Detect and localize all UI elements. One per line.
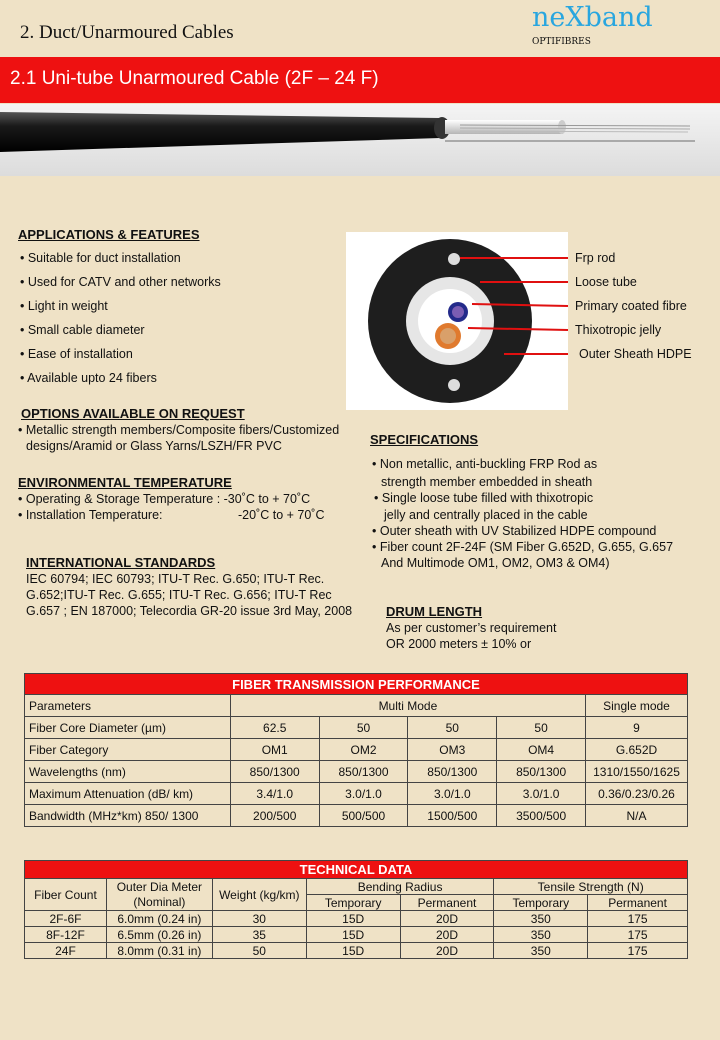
table-cell: 30 [212,911,306,927]
table-cell: 20D [400,927,494,943]
standards-line: G.652;ITU-T Rec. G.655; ITU-T Rec. G.656; ITU-T Rec [26,588,332,602]
cable-photo [0,104,720,176]
list-item: • Used for CATV and other networks [20,275,221,289]
list-item: • Light in weight [20,299,108,313]
tensile-temporary-header: Temporary [494,895,588,911]
section-title-band [0,57,720,103]
applications-title: APPLICATIONS & FEATURES [18,227,200,242]
label-primary-coated-fibre: Primary coated fibre [575,299,687,313]
applications-list [20,246,221,390]
table-cell: 0.36/0.23/0.26 [586,783,688,805]
tensile-permanent-header: Permanent [588,895,688,911]
transmission-table-title: FIBER TRANSMISSION PERFORMANCE [25,674,688,695]
row-label: Wavelengths (nm) [25,761,231,783]
brand-subtitle: OPTIFIBRES [532,37,591,47]
outer-diameter-header-line-1: Outer Dia Meter [116,879,203,894]
table-cell: 3500/500 [497,805,586,827]
label-loose-tube: Loose tube [575,275,637,289]
table-cell: 850/1300 [408,761,497,783]
row-label: Maximum Attenuation (dB/ km) [25,783,231,805]
table-row [25,805,688,827]
drum-length-line-2: OR 2000 meters ± 10% or [386,637,532,651]
label-frp-rod: Frp rod [575,251,616,265]
table-cell: 50 [497,717,586,739]
technical-data-table [24,860,688,959]
table-cell: 200/500 [230,805,319,827]
table-row [25,761,688,783]
list-item: • Small cable diameter [20,323,145,337]
drum-length-title: DRUM LENGTH [386,604,483,619]
environment-title: ENVIRONMENTAL TEMPERATURE [18,475,232,490]
transmission-table [24,673,688,827]
table-cell: 3.0/1.0 [408,783,497,805]
table-cell: 24F [25,943,107,959]
table-cell: 2F-6F [25,911,107,927]
table-row [25,943,688,959]
table-cell: 8F-12F [25,927,107,943]
table-cell: 350 [494,943,588,959]
table-cell: 175 [588,911,688,927]
table-cell: 50 [319,717,408,739]
table-cell: OM4 [497,739,586,761]
table-cell: 8.0mm (0.31 in) [106,943,212,959]
options-line-1: • Metallic strength members/Composite fibers/Customized [18,423,340,437]
diagram-leader-lines [420,250,580,362]
table-row [25,739,688,761]
outer-diameter-header-line-2: (Nominal) [133,894,186,909]
table-cell: N/A [586,805,688,827]
spec-line: jelly and centrally placed in the cable [384,508,588,522]
spec-line: And Multimode OM1, OM2, OM3 & OM4) [381,556,610,570]
table-cell: 15D [306,927,400,943]
cable-illustration [0,104,720,176]
row-label: Fiber Category [25,739,231,761]
page-heading: 2. Duct/Unarmoured Cables [20,22,234,43]
table-cell: 850/1300 [319,761,408,783]
weight-header: Weight (kg/km) [212,879,306,911]
table-cell: 50 [408,717,497,739]
table-cell: 50 [212,943,306,959]
installation-temperature-value: -20˚C to + 70˚C [238,508,325,522]
table-cell: 3.4/1.0 [230,783,319,805]
fiber-count-header: Fiber Count [25,879,107,911]
technical-table-title: TECHNICAL DATA [25,861,688,879]
table-cell: 15D [306,943,400,959]
table-cell: 175 [588,927,688,943]
bending-radius-header: Bending Radius [306,879,494,895]
table-cell: 3.0/1.0 [497,783,586,805]
table-cell: OM3 [408,739,497,761]
multi-mode-header: Multi Mode [230,695,585,717]
bending-temporary-header: Temporary [306,895,400,911]
table-cell: 6.5mm (0.26 in) [106,927,212,943]
spec-line: strength member embedded in sheath [381,475,593,489]
spec-line: • Single loose tube filled with thixotropic [374,491,594,505]
table-row [25,927,688,943]
table-cell: 350 [494,927,588,943]
standards-title: INTERNATIONAL STANDARDS [26,555,216,570]
table-cell: 15D [306,911,400,927]
table-cell: 20D [400,943,494,959]
row-label: Bandwidth (MHz*km) 850/ 1300 [25,805,231,827]
table-row [25,911,688,927]
spec-line: • Outer sheath with UV Stabilized HDPE compound [372,524,657,538]
list-item: • Available upto 24 fibers [20,371,157,385]
table-cell: OM2 [319,739,408,761]
installation-temperature-label: • Installation Temperature: [18,508,163,522]
table-cell: 350 [494,911,588,927]
table-cell: 1500/500 [408,805,497,827]
options-title: OPTIONS AVAILABLE ON REQUEST [21,406,245,421]
tensile-strength-header: Tensile Strength (N) [494,879,688,895]
table-cell: 9 [586,717,688,739]
table-row [25,783,688,805]
drum-length-line-1: As per customer’s requirement [386,621,557,635]
single-mode-header: Single mode [586,695,688,717]
standards-line: IEC 60794; IEC 60793; ITU-T Rec. G.650; ITU-T Rec. [26,572,325,586]
table-row [25,717,688,739]
table-cell: 175 [588,943,688,959]
table-cell: 6.0mm (0.24 in) [106,911,212,927]
table-cell: 3.0/1.0 [319,783,408,805]
table-cell: 1310/1550/1625 [586,761,688,783]
label-thixotropic-jelly: Thixotropic jelly [575,323,662,337]
outer-diameter-header [106,879,212,911]
section-title: 2.1 Uni-tube Unarmoured Cable (2F – 24 F) [10,68,379,89]
operating-temperature: • Operating & Storage Temperature : -30˚C to + 70˚C [18,492,311,506]
spec-line: • Fiber count 2F-24F (SM Fiber G.652D, G.655, G.657 [372,540,674,554]
table-cell: 500/500 [319,805,408,827]
options-line-2: designs/Aramid or Glass Yarns/LSZH/FR PVC [26,439,282,453]
list-item: • Suitable for duct installation [20,251,181,265]
specifications-title: SPECIFICATIONS [370,432,479,447]
parameters-header: Parameters [25,695,231,717]
table-cell: 20D [400,911,494,927]
label-outer-sheath: Outer Sheath HDPE [579,347,692,361]
table-cell: 850/1300 [497,761,586,783]
table-cell: OM1 [230,739,319,761]
spec-line: • Non metallic, anti-buckling FRP Rod as [372,457,598,471]
table-cell: 62.5 [230,717,319,739]
list-item: • Ease of installation [20,347,133,361]
row-label: Fiber Core Diameter (µm) [25,717,231,739]
bending-permanent-header: Permanent [400,895,494,911]
brand-logo: neXband [532,2,653,33]
table-cell: G.652D [586,739,688,761]
table-cell: 35 [212,927,306,943]
table-cell: 850/1300 [230,761,319,783]
standards-line: G.657 ; EN 187000; Telecordia GR-20 issue 3rd May, 2008 [26,604,353,618]
